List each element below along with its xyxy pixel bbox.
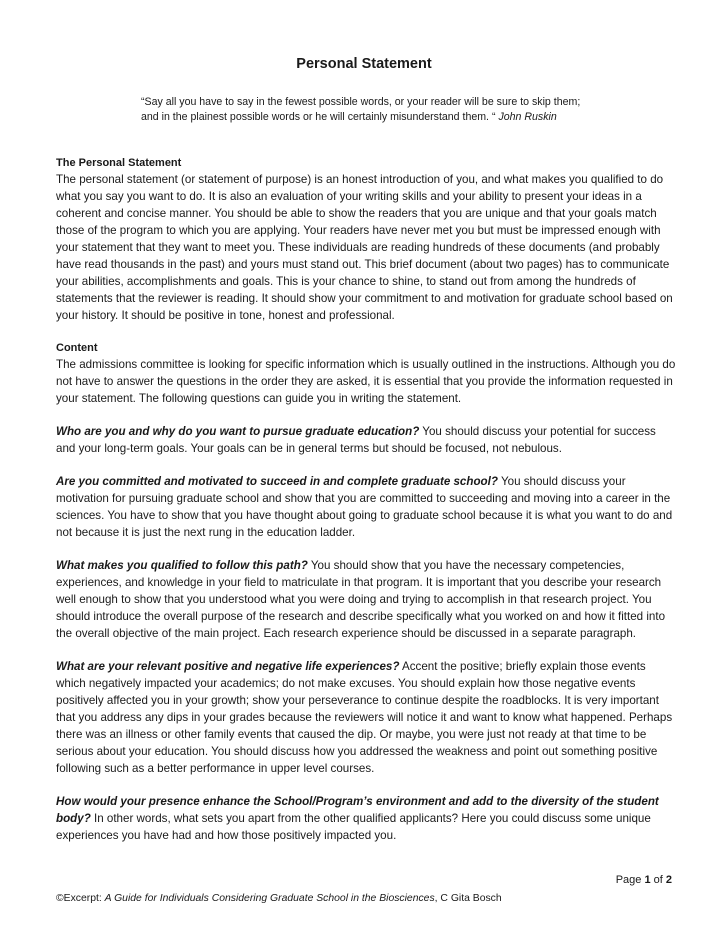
quote-attribution: John Ruskin	[498, 111, 557, 123]
section-heading-content: Content	[56, 342, 98, 354]
footer-prefix: ©Excerpt:	[56, 893, 105, 904]
paragraph-content: The admissions committee is looking for specific information which is usually outlined in the instructions. Although you do not have to answer the questions in the order they are asked, it is essential that you provide the information requested in your statement. The following questions can guide you in writing the statement.	[56, 358, 676, 405]
question-text: Who are you and why do you want to pursue graduate education?	[56, 425, 420, 438]
document-body	[56, 155, 676, 860]
quote-text: “Say all you have to say in the fewest possible words, or your reader will be sure to skip them; and in the plainest possible words or he will certainly misunderstand them. “	[141, 96, 581, 123]
question-paragraph	[56, 793, 676, 844]
footer-author: , C Gita Bosch	[434, 893, 502, 904]
footer-citation	[56, 893, 502, 904]
question-paragraph	[56, 423, 676, 457]
page-title: Personal Statement	[296, 56, 432, 72]
page-number-of: of	[650, 874, 666, 886]
page-number-total: 2	[665, 874, 672, 886]
footer-book-title: A Guide for Individuals Considering Graduate School in the Biosciences	[104, 893, 435, 904]
question-paragraph	[56, 473, 676, 541]
question-text: What are your relevant positive and negative life experiences?	[56, 660, 400, 673]
question-paragraph	[56, 658, 676, 777]
answer-text: In other words, what sets you apart from the other qualified applicants? Here you could discuss some unique experiences you have had and how those positively impacted you.	[56, 812, 651, 842]
question-paragraph	[56, 557, 676, 642]
page-number-prefix: Page	[615, 874, 645, 886]
page-number	[616, 874, 672, 886]
question-text: Are you committed and motivated to succeed in and complete graduate school?	[56, 475, 498, 488]
answer-text: You should discuss your motivation for pursuing graduate school and show that you are committed to succeeding and moving into a career in the sciences. You have to show that you have thought about going to graduate school because it is what you want to do and not because it is just the next rung in the education ladder.	[56, 475, 673, 539]
question-text: How would your presence enhance the School/Program’s environment and add to the diversity of the student body?	[56, 795, 659, 825]
epigraph-quote	[141, 95, 581, 125]
answer-text: You should discuss your potential for success and your long-term goals. Your goals can be in general terms but should be focused, not nebulous.	[56, 425, 656, 455]
answer-text: You should show that you have the necessary competencies, experiences, and knowledge in your field to matriculate in that program. It is important that you describe your research well enough to show that you understood what you were doing and trying to accomplish in that research project. You should introduce the overall purpose of the research and describe specifically what you worked on and how it fitted into the overall objective of the main project. Each research experience should be discussed in a separate paragraph.	[56, 559, 666, 640]
question-text: What makes you qualified to follow this path?	[56, 559, 308, 572]
answer-text: Accent the positive; briefly explain those events which negatively impacted your academics; do not make excuses. You should explain how those negative events positively affected you in your growth; show your perseverance to continue despite the roadblocks. It is very important that you address any dips in your grades because the reviewers will notice it and want to know what happened. Perhaps there was an illness or other family events that caused the dip. Or maybe, you were just not ready at that time to be serious about your education. You should discuss how you addressed the weakness and point out something positive following such as a better performance in upper level courses.	[56, 660, 673, 775]
section-heading-personal-statement: The Personal Statement	[56, 157, 182, 169]
paragraph-personal-statement: The personal statement (or statement of purpose) is an honest introduction of you, and what makes you qualified to do what you say you want to do. It is also an evaluation of your writing skills and your ability to present your ideas in a coherent and concise manner. You should be able to show the readers that you are unique and that your goals match those of the program to which you are applying. Your readers have never met you but must be impressed enough with your statement that they want to meet you. These individuals are reading hundreds of these documents (and probably have read thousands in the past) and yours must stand out. This brief document (about two pages) has to communicate your abilities, accomplishments and goals. This is your chance to shine, to stand out from among the hundreds of statements that the reviewer is reading. It should show your commitment to and motivation for graduate school based on your history. It should be positive in tone, honest and professional.	[56, 173, 673, 322]
page-number-current: 1	[644, 874, 651, 886]
